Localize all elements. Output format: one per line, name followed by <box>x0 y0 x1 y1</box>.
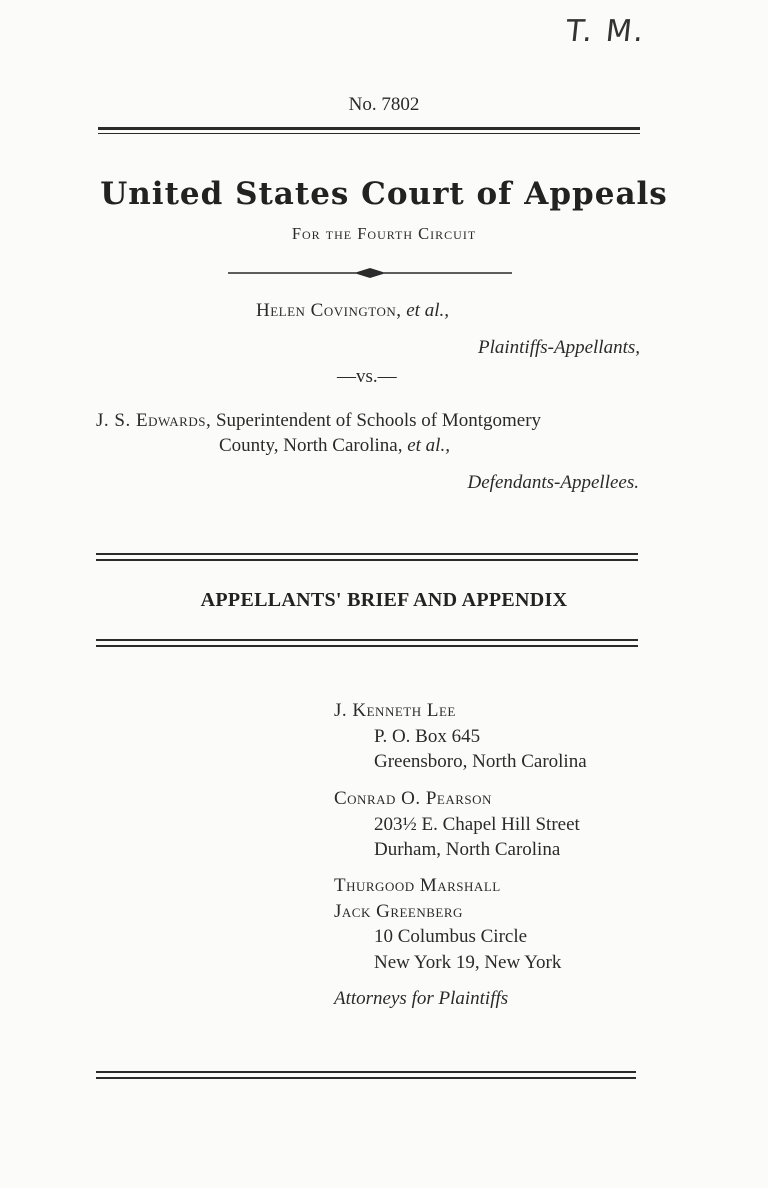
defendant-role: Defendants-Appellees. <box>467 472 639 493</box>
attorney-name: J. Kenneth Lee <box>334 700 456 721</box>
attorney-name: Thurgood Marshall <box>334 875 501 896</box>
plaintiff-name: Helen Covington, <box>256 300 402 321</box>
top-rule-thick <box>98 127 640 130</box>
plaintiff-line <box>256 300 449 322</box>
attorney-address-line: 203½ E. Chapel Hill Street <box>374 813 580 835</box>
case-number: No. 7802 <box>348 94 420 115</box>
attorney-name: Jack Greenberg <box>334 900 463 922</box>
defendant-line-2 <box>219 435 450 457</box>
defendant-etal: et al., <box>407 435 450 456</box>
title-rule-bottom-1 <box>96 639 638 641</box>
bottom-rule-2 <box>96 1077 636 1079</box>
title-rule-bottom-2 <box>96 645 638 647</box>
handwritten-initials: T. M. <box>564 14 648 49</box>
top-rule-thin <box>98 133 640 134</box>
attorney-address-line: P. O. Box 645 <box>374 725 481 747</box>
attorney-address-line: Greensboro, North Carolina <box>374 751 587 772</box>
defendant-line-1 <box>96 410 656 432</box>
attorney-address-line: 10 Columbus Circle <box>374 926 528 947</box>
document-title: APPELLANTS' BRIEF AND APPENDIX <box>200 589 568 611</box>
attorney-name: Conrad O. Pearson <box>334 788 492 809</box>
title-rule-top-1 <box>96 553 638 555</box>
court-name: United States Court of Appeals <box>100 176 668 212</box>
bottom-rule-1 <box>96 1071 636 1073</box>
attorney-block-2 <box>334 786 580 863</box>
defendant-name: J. S. Edwards, <box>96 410 212 431</box>
attorney-address-line: New York 19, New York <box>374 951 562 973</box>
title-rule-top-2 <box>96 559 638 561</box>
attorneys-role: Attorneys for Plaintiffs <box>334 988 509 1009</box>
defendant-desc-2: County, North Carolina, <box>219 435 403 456</box>
divider-diamond-icon <box>354 268 386 278</box>
attorney-block-1 <box>334 698 587 775</box>
plaintiff-role: Plaintiffs-Appellants, <box>477 337 640 358</box>
attorney-address-line: Durham, North Carolina <box>374 839 561 860</box>
plaintiff-etal: et al., <box>406 300 449 321</box>
defendant-desc-1: Superintendent of Schools of Montgomery <box>215 410 542 431</box>
ornamental-divider <box>228 266 512 280</box>
attorney-block-3 <box>334 873 561 975</box>
court-circuit: For the Fourth Circuit <box>291 224 477 243</box>
versus: —vs.— <box>337 366 397 387</box>
